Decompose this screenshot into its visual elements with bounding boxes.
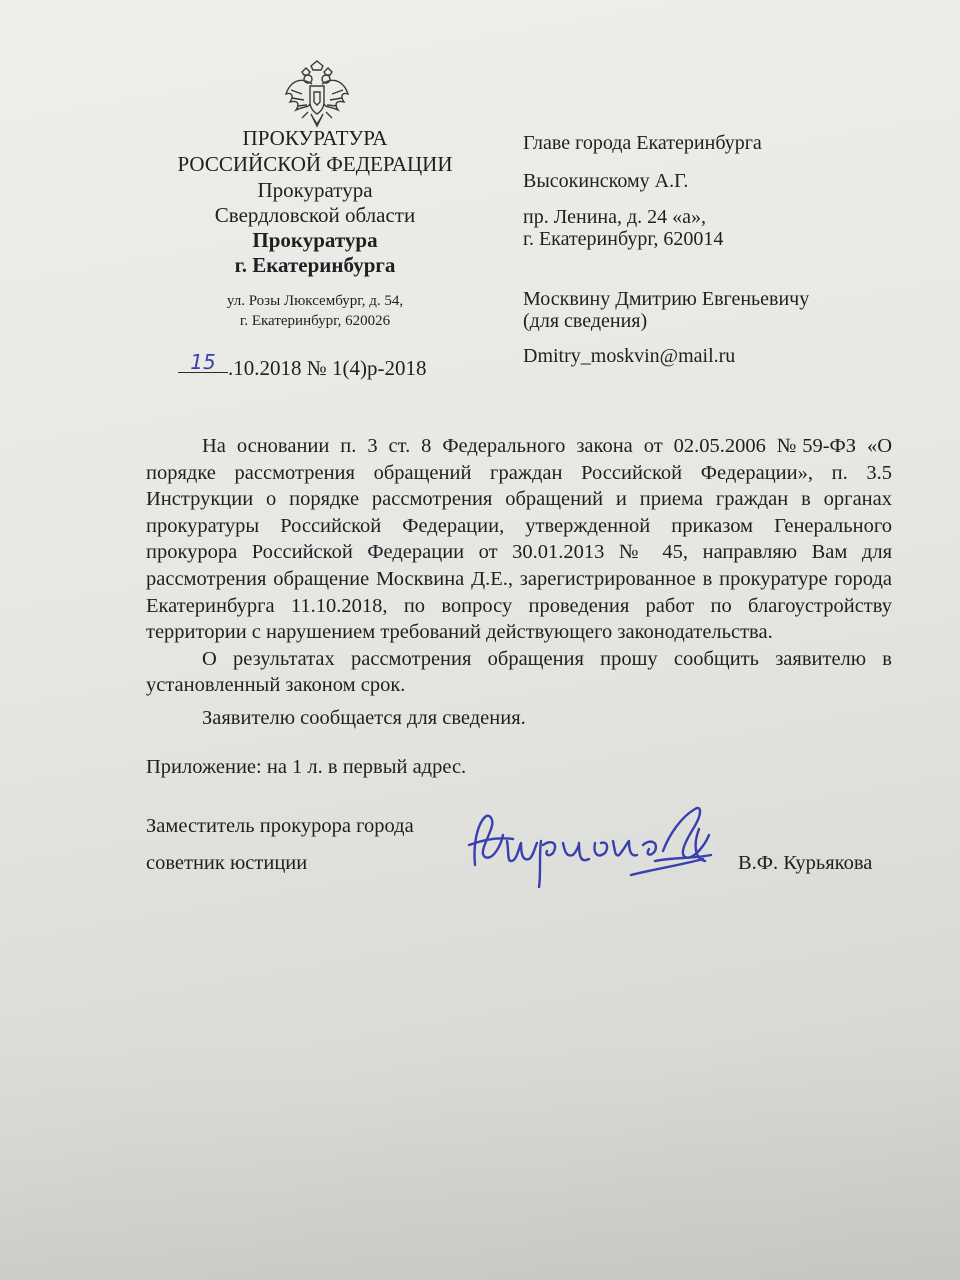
recipient-line5: Москвину Дмитрию Евгеньевичу xyxy=(523,288,810,310)
signer-position-line1: Заместитель прокурора города xyxy=(146,815,414,837)
attachment-line: Приложение: на 1 л. в первый адрес. xyxy=(146,756,467,778)
header-org-line1: ПРОКУРАТУРА xyxy=(242,126,388,150)
recipient-line1: Главе города Екатеринбурга xyxy=(523,132,762,154)
recipient-email: Dmitry_moskvin@mail.ru xyxy=(523,345,736,367)
body-paragraph-3: Заявителю сообщается для сведения. xyxy=(202,706,526,729)
handwritten-day: 15 xyxy=(178,352,228,373)
photo-shadow xyxy=(0,1040,960,1280)
header-org-line2: РОССИЙСКОЙ ФЕДЕРАЦИИ xyxy=(177,152,453,176)
signer-name: В.Ф. Курьякова xyxy=(738,852,873,874)
header-address-line1: ул. Розы Люксембург, д. 54, xyxy=(226,293,404,309)
header-org-line6: г. Екатеринбурга xyxy=(234,253,396,277)
recipient-line2: Высокинскому А.Г. xyxy=(523,170,689,192)
date-reference-rest: .10.2018 № 1(4)р-2018 xyxy=(228,356,427,380)
body-paragraph-2: О результатах рассмотрения обращения прошу сообщить заявителю в установленный законом срок. xyxy=(146,647,892,697)
date-reference xyxy=(178,350,427,381)
signer-position-line2: советник юстиции xyxy=(146,852,308,874)
coat-of-arms-eagle-icon xyxy=(282,60,352,132)
header-address-line2: г. Екатеринбург, 620026 xyxy=(239,313,391,329)
recipient-line4: г. Екатеринбург, 620014 xyxy=(523,228,724,250)
body-paragraph-1: На основании п. 3 ст. 8 Федерального закона от 02.05.2006 №59-ФЗ «О порядке рассмотрения обращений граждан Российской Федерации», п. 3.5 Инструкции о порядке рассмотрения обращений и приема граждан в органах прокуратуры Российской Федерации, утвержденной приказом Генерального прокурора Российской Федерации от 30.01.2013 № 45, направляю Вам для рассмотрения обращение Москвина Д.Е., зарегистрированное в прокуратуре города Екатеринбурга 11.10.2018, по вопросу проведения работ по благоустройству территории с нарушением требований действующего законодательства. xyxy=(146,435,892,644)
header-org-line3: Прокуратура xyxy=(257,178,373,202)
handwritten-signature xyxy=(455,795,745,895)
header-org-line5: Прокуратура xyxy=(252,228,378,252)
header-org-line4: Свердловской области xyxy=(214,203,416,227)
recipient-line3: пр. Ленина, д. 24 «а», xyxy=(523,206,707,228)
recipient-line6: (для сведения) xyxy=(523,310,648,332)
letter-body xyxy=(146,433,892,732)
